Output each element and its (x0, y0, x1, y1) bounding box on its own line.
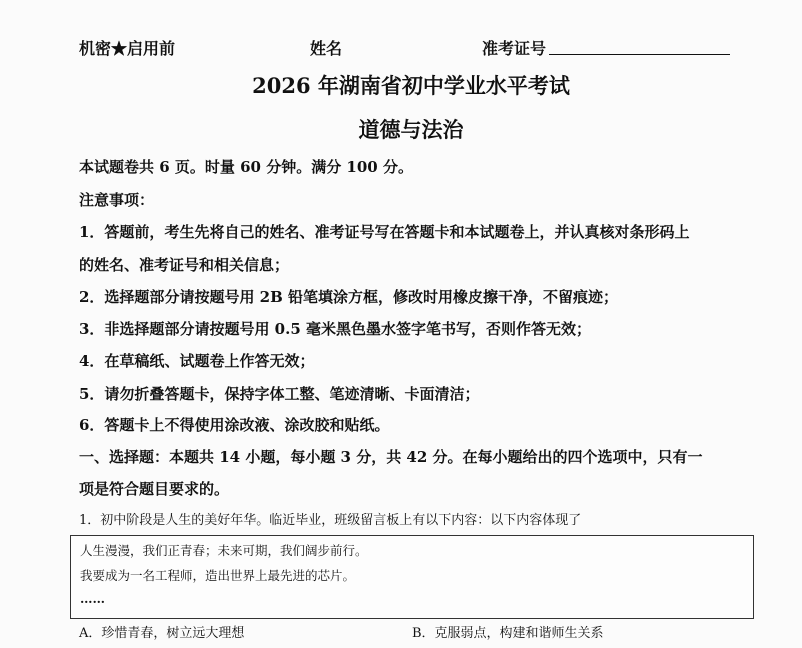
notice-item: 5．请勿折叠答题卡，保持字体工整、笔迹清晰、卡面清洁； (79, 385, 480, 403)
message-line: 人生漫漫，我们正青春；未来可期，我们阔步前行。 (80, 543, 368, 558)
exam-title: 2026 年湖南省初中学业水平考试 (252, 73, 570, 98)
subject-title: 道德与法治 (358, 117, 464, 142)
confidential-label: 机密★启用前 (79, 39, 176, 58)
message-line: 我要成为一名工程师，造出世界上最先进的芯片。 (80, 568, 356, 583)
section-instructions-cont: 项是符合题目要求的。 (79, 480, 230, 498)
message-ellipsis: …… (80, 591, 105, 606)
notice-item: 1．答题前，考生先将自己的姓名、准考证号写在答题卡和本试题卷上，并认真核对条形码上 (79, 223, 690, 241)
section-instructions: 一、选择题：本题共 14 小题，每小题 3 分，共 42 分。在每小题给出的四个选项中，只有一 (79, 448, 703, 466)
notice-heading: 注意事项： (79, 191, 155, 209)
option-a: A．珍惜青春，树立远大理想 (79, 626, 245, 641)
message-board-box (70, 535, 754, 619)
notice-item: 4．在草稿纸、试题卷上作答无效； (79, 352, 315, 370)
question-1-stem: 1．初中阶段是人生的美好年华。临近毕业，班级留言板上有以下内容：以下内容体现了 (79, 513, 582, 528)
name-label: 姓名 (310, 39, 343, 58)
exam-header (0, 36, 802, 60)
notice-item: 3．非选择题部分请按题号用 0.5 毫米黑色墨水签字笔书写，否则作答无效； (79, 320, 591, 338)
notice-item: 6．答题卡上不得使用涂改液、涂改胶和贴纸。 (79, 416, 390, 434)
exam-info: 本试题卷共 6 页。时量 60 分钟。满分 100 分。 (79, 158, 413, 176)
option-b: B．克服弱点，构建和谐师生关系 (412, 626, 604, 641)
ticket-number-label: 准考证号 (482, 39, 547, 58)
ticket-number-blank (549, 54, 730, 55)
notice-item: 2．选择题部分请按题号用 2B 铅笔填涂方框，修改时用橡皮擦干净，不留痕迹； (79, 288, 619, 306)
notice-item: 的姓名、准考证号和相关信息； (79, 256, 290, 274)
